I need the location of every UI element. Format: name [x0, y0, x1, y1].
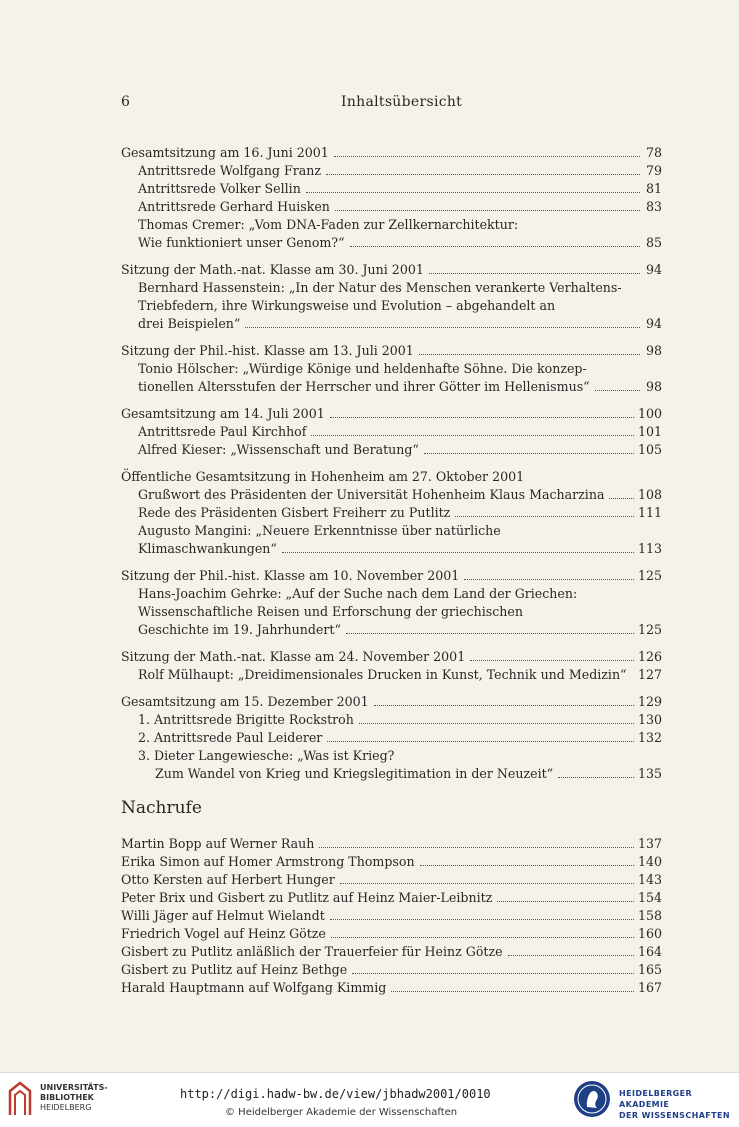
page-ref: 98	[645, 343, 662, 358]
leader-dots	[470, 660, 634, 661]
toc-entry	[121, 765, 662, 783]
toc-entry-line: Augusto Mangini: „Neuere Erkenntnisse über natürliche	[138, 523, 501, 538]
leader-dots	[420, 865, 634, 866]
toc-section	[121, 342, 662, 396]
entry-title: 2. Antrittsrede Paul Leiderer	[138, 730, 323, 745]
copyright-notice: © Heidelberger Akademie der Wissenschaften	[225, 1107, 458, 1118]
toc-entry	[121, 711, 662, 729]
page-ref: 154	[637, 890, 662, 905]
toc-section	[121, 405, 662, 459]
academy-name: HEIDELBERGER AKADEMIE DER WISSENSCHAFTEN	[619, 1089, 730, 1120]
toc-entry	[121, 486, 662, 504]
entry-title: Klimaschwankungen“	[138, 541, 277, 556]
toc-entry	[121, 729, 662, 747]
toc-entry-line: Thomas Cremer: „Vom DNA-Faden zur Zellkernarchitektur:	[138, 217, 519, 232]
leader-dots	[330, 919, 634, 920]
entry-title: Rolf Mülhaupt: „Dreidimensionales Drucken in Kunst, Technik und Medizin“	[138, 667, 627, 682]
page-ref: 127	[637, 667, 662, 682]
page-ref: 130	[637, 712, 662, 727]
table-of-contents	[121, 144, 662, 792]
entry-title: Harald Hauptmann auf Wolfgang Kimmig	[121, 980, 387, 995]
leader-dots	[245, 327, 640, 328]
page-ref: 100	[637, 406, 662, 421]
page-ref: 160	[637, 926, 662, 941]
entry-title: tionellen Altersstufen der Herrscher und ihrer Götter im Hellenismus“	[138, 379, 590, 394]
leader-dots	[359, 723, 634, 724]
toc-entry	[121, 378, 662, 396]
leader-dots	[558, 777, 634, 778]
section-title-nachrufe: Nachrufe	[121, 798, 202, 818]
leader-dots	[335, 210, 640, 211]
leader-dots	[352, 973, 634, 974]
leader-dots	[595, 390, 640, 391]
entry-title: Friedrich Vogel auf Heinz Götze	[121, 926, 326, 941]
toc-entry	[121, 423, 662, 441]
page-ref: 125	[637, 568, 662, 583]
page-ref: 135	[637, 766, 662, 781]
entry-title: Gisbert zu Putlitz auf Heinz Bethge	[121, 962, 348, 977]
page-ref: 158	[637, 908, 662, 923]
library-name: UNIVERSITÄTS- BIBLIOTHEK HEIDELBERG	[40, 1083, 108, 1112]
leader-dots	[374, 705, 634, 706]
nachruf-entry	[121, 961, 662, 979]
nachruf-entry	[121, 979, 662, 997]
entry-title: Antrittsrede Paul Kirchhof	[138, 424, 307, 439]
page-ref: 101	[637, 424, 662, 439]
entry-title: Willi Jäger auf Helmut Wielandt	[121, 908, 325, 923]
leader-dots	[508, 955, 634, 956]
library-logo-icon	[8, 1081, 32, 1117]
entry-title: Geschichte im 19. Jahrhundert“	[138, 622, 341, 637]
entry-title: Rede des Präsidenten Gisbert Freiherr zu Putlitz	[138, 505, 451, 520]
leader-dots	[391, 991, 634, 992]
page-ref: 126	[637, 649, 662, 664]
leader-dots	[424, 453, 634, 454]
page-ref: 78	[645, 145, 662, 160]
entry-title: Sitzung der Math.-nat. Klasse am 30. Juni 2001	[121, 262, 424, 277]
toc-entry	[121, 540, 662, 558]
leader-dots	[429, 273, 640, 274]
toc-entry-line: Bernhard Hassenstein: „In der Natur des Menschen verankerte Verhaltens-	[138, 280, 622, 295]
nachruf-entry	[121, 889, 662, 907]
toc-entry-line: 3. Dieter Langewiesche: „Was ist Krieg?	[138, 748, 395, 763]
leader-dots	[311, 435, 634, 436]
toc-entry	[121, 198, 662, 216]
leader-dots	[350, 246, 640, 247]
page-ref: 108	[637, 487, 662, 502]
toc-entry	[121, 162, 662, 180]
page-ref: 129	[637, 694, 662, 709]
entry-title: Otto Kersten auf Herbert Hunger	[121, 872, 335, 887]
toc-section	[121, 648, 662, 684]
leader-dots	[340, 883, 634, 884]
toc-entry	[121, 180, 662, 198]
page-ref: 137	[637, 836, 662, 851]
page-ref: 105	[637, 442, 662, 457]
page-ref: 94	[645, 316, 662, 331]
leader-dots	[464, 579, 634, 580]
page-ref: 111	[637, 505, 662, 520]
nachruf-entry	[121, 907, 662, 925]
leader-dots	[609, 498, 633, 499]
toc-section-heading	[121, 567, 662, 585]
page-ref: 98	[645, 379, 662, 394]
toc-section	[121, 468, 662, 558]
nachruf-entry	[121, 835, 662, 853]
entry-title: Sitzung der Phil.-hist. Klasse am 10. November 2001	[121, 568, 460, 583]
toc-section-heading	[121, 261, 662, 279]
page-ref: 94	[645, 262, 662, 277]
toc-section-heading	[121, 648, 662, 666]
page-ref: 165	[637, 962, 662, 977]
entry-title: Zum Wandel von Krieg und Kriegslegitimation in der Neuzeit“	[155, 766, 554, 781]
entry-title: Martin Bopp auf Werner Rauh	[121, 836, 315, 851]
toc-section-heading	[121, 405, 662, 423]
leader-dots	[419, 354, 640, 355]
page-ref: 167	[637, 980, 662, 995]
entry-title: Gesamtsitzung am 15. Dezember 2001	[121, 694, 369, 709]
leader-dots	[331, 937, 634, 938]
leader-dots	[455, 516, 634, 517]
toc-entry-line: Wissenschaftliche Reisen und Erforschung der griechischen	[138, 604, 523, 619]
leader-dots	[330, 417, 634, 418]
toc-entry-line: Hans-Joachim Gehrke: „Auf der Suche nach dem Land der Griechen:	[138, 586, 578, 601]
leader-dots	[346, 633, 634, 634]
toc-section-heading	[121, 144, 662, 162]
viewer-footer	[0, 1072, 739, 1127]
page-number: 6	[121, 94, 131, 110]
entry-title: Sitzung der Phil.-hist. Klasse am 13. Juli 2001	[121, 343, 414, 358]
entry-title: Alfred Kieser: „Wissenschaft und Beratung“	[138, 442, 419, 457]
nachruf-entry	[121, 943, 662, 961]
toc-section	[121, 144, 662, 252]
leader-dots	[497, 901, 634, 902]
entry-title: Gisbert zu Putlitz anläßlich der Trauerfeier für Heinz Götze	[121, 944, 503, 959]
toc-section	[121, 261, 662, 333]
entry-title: drei Beispielen“	[138, 316, 241, 331]
page-ref: 113	[637, 541, 662, 556]
page-ref: 140	[637, 854, 662, 869]
entry-title: Sitzung der Math.-nat. Klasse am 24. November 2001	[121, 649, 466, 664]
toc-entry	[121, 234, 662, 252]
academy-seal-icon	[572, 1079, 612, 1119]
toc-entry-line: Triebfedern, ihre Wirkungsweise und Evolution – abgehandelt an	[138, 298, 556, 313]
entry-title: Antrittsrede Gerhard Huisken	[138, 199, 330, 214]
nachruf-entry	[121, 871, 662, 889]
page-ref: 143	[637, 872, 662, 887]
entry-title: Antrittsrede Wolfgang Franz	[138, 163, 322, 178]
toc-section-heading: Öffentliche Gesamtsitzung in Hohenheim am 27. Oktober 2001	[121, 469, 525, 484]
page-ref: 132	[637, 730, 662, 745]
leader-dots	[282, 552, 634, 553]
page-ref: 85	[645, 235, 662, 250]
leader-dots	[326, 174, 640, 175]
toc-entry-line: Tonio Hölscher: „Würdige Könige und heldenhafte Söhne. Die konzep-	[138, 361, 587, 376]
toc-section	[121, 693, 662, 783]
page-ref: 83	[645, 199, 662, 214]
nachrufe-list	[121, 835, 662, 997]
entry-title: 1. Antrittsrede Brigitte Rockstroh	[138, 712, 354, 727]
toc-entry	[121, 441, 662, 459]
nachruf-entry	[121, 853, 662, 871]
entry-title: Gesamtsitzung am 16. Juni 2001	[121, 145, 329, 160]
toc-entry	[121, 666, 662, 684]
page-ref: 81	[645, 181, 662, 196]
toc-entry	[121, 504, 662, 522]
entry-title: Wie funktioniert unser Genom?“	[138, 235, 345, 250]
page-ref: 164	[637, 944, 662, 959]
leader-dots	[319, 847, 634, 848]
leader-dots	[306, 192, 640, 193]
leader-dots	[327, 741, 634, 742]
nachruf-entry	[121, 925, 662, 943]
running-title: Inhaltsübersicht	[341, 94, 463, 110]
toc-section-heading	[121, 693, 662, 711]
entry-title: Grußwort des Präsidenten der Universität Hohenheim Klaus Macharzina	[138, 487, 605, 502]
entry-title: Gesamtsitzung am 14. Juli 2001	[121, 406, 325, 421]
toc-section	[121, 567, 662, 639]
page-ref: 125	[637, 622, 662, 637]
entry-title: Erika Simon auf Homer Armstrong Thompson	[121, 854, 415, 869]
leader-dots	[334, 156, 640, 157]
entry-title: Antrittsrede Volker Sellin	[138, 181, 301, 196]
page-ref: 79	[645, 163, 662, 178]
toc-entry	[121, 621, 662, 639]
toc-entry	[121, 315, 662, 333]
toc-section-heading	[121, 342, 662, 360]
entry-title: Peter Brix und Gisbert zu Putlitz auf Heinz Maier-Leibnitz	[121, 890, 493, 905]
permalink-url[interactable]: http://digi.hadw-bw.de/view/jbhadw2001/0010	[180, 1087, 491, 1101]
